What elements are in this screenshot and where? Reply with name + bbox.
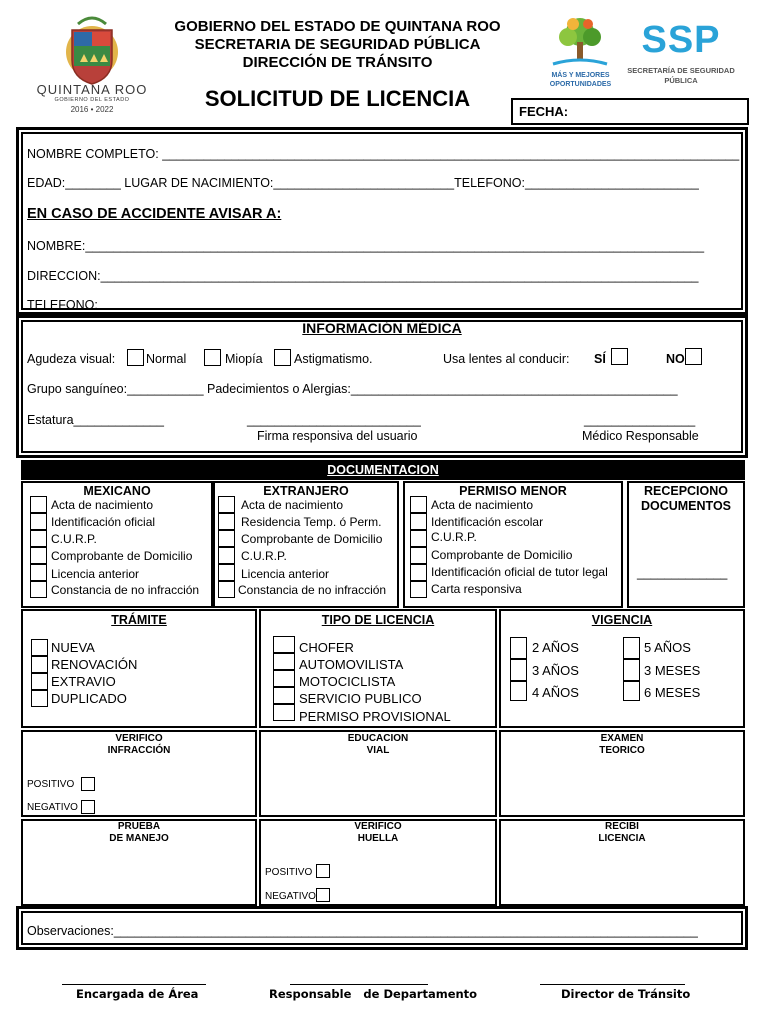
ext-item-6: Constancia de no infracción	[238, 583, 387, 597]
mx-item-3: C.U.R.P.	[51, 532, 97, 546]
tipo-checkbox-3[interactable]	[273, 670, 295, 687]
ssp-line-1: SECRETARÍA DE SEGURIDAD	[627, 66, 735, 75]
tipo-checkbox-2[interactable]	[273, 653, 295, 670]
tipo-item-3: MOTOCICLISTA	[299, 674, 396, 689]
contacto-nombre-field[interactable]: NOMBRE:_________________________________________________________________________________________	[27, 239, 705, 253]
vig-checkbox-4a[interactable]	[510, 681, 527, 701]
mx-checkbox-5[interactable]	[30, 564, 47, 581]
tipo-licencia-title: TIPO DE LICENCIA	[321, 613, 435, 627]
menor-checkbox-1[interactable]	[410, 496, 427, 513]
vig-checkbox-2a[interactable]	[510, 637, 527, 659]
mexicano-title: MEXICANO	[83, 484, 151, 498]
mx-checkbox-2[interactable]	[30, 513, 47, 530]
mx-item-1: Acta de nacimiento	[51, 498, 154, 512]
mx-checkbox-3[interactable]	[30, 530, 47, 547]
ssp-line-2: PÚBLICA	[664, 76, 698, 85]
permiso-menor-title: PERMISO MENOR	[459, 484, 567, 498]
ext-item-1: Acta de nacimiento	[241, 498, 344, 512]
quintana-roo-sub: GOBIERNO DEL ESTADO	[54, 97, 130, 103]
infraccion-title-1: VERIFICO	[115, 733, 163, 744]
mx-checkbox-4[interactable]	[30, 547, 47, 564]
huella-positivo-label: POSITIVO	[265, 867, 313, 878]
ext-checkbox-4[interactable]	[218, 547, 235, 564]
ext-item-5: Licencia anterior	[241, 567, 330, 581]
recepcion-title-2: DOCUMENTOS	[640, 499, 732, 513]
huella-title-2: HUELLA	[357, 833, 399, 844]
fecha-label: FECHA:	[519, 104, 569, 119]
vigencia-title: VIGENCIA	[591, 613, 653, 627]
menor-item-5: Identificación oficial de tutor legal	[431, 565, 608, 579]
mas-oportunidades-logo	[543, 12, 618, 94]
si-label: SÍ	[594, 352, 606, 366]
vig-item-3m: 3 MESES	[644, 663, 701, 678]
mx-item-4: Comprobante de Domicilio	[51, 549, 193, 563]
mas-line-1: MÁS Y MEJORES	[551, 72, 610, 79]
prueba-title-2: DE MANEJO	[109, 833, 169, 844]
recibi-licencia-cell	[499, 819, 745, 906]
huella-title-1: VERIFICO	[354, 821, 402, 832]
quintana-roo-name: QUINTANA ROO	[36, 82, 148, 97]
tipo-item-2: AUTOMOVILISTA	[299, 657, 404, 672]
vig-checkbox-5a[interactable]	[623, 637, 640, 659]
normal-label: Normal	[146, 352, 187, 366]
tipo-checkbox-5[interactable]	[273, 704, 295, 721]
prueba-title-1: PRUEBA	[117, 821, 161, 832]
recepcion-line: _____________	[637, 566, 728, 580]
miopia-checkbox[interactable]	[204, 349, 221, 366]
tramite-checkbox-1[interactable]	[31, 639, 48, 656]
menor-item-6: Carta responsiva	[431, 582, 522, 596]
educacion-title-2: VIAL	[366, 745, 390, 756]
lentes-no-checkbox[interactable]	[685, 348, 702, 365]
estatura-field[interactable]: Estatura_____________	[27, 413, 164, 427]
tramite-checkbox-3[interactable]	[31, 673, 48, 690]
no-label: NO	[666, 352, 685, 366]
infraccion-positivo-checkbox[interactable]	[81, 777, 95, 791]
infraccion-negativo-checkbox[interactable]	[81, 800, 95, 814]
menor-item-3: C.U.R.P.	[431, 530, 477, 544]
grupo-padecimientos-field[interactable]: Grupo sanguíneo:___________ Padecimientos o Alergias:_______________________________________________	[27, 382, 678, 396]
edad-lugar-telefono-field[interactable]: EDAD:________ LUGAR DE NACIMIENTO:__________________________TELEFONO:_________________________	[27, 176, 699, 190]
infraccion-negativo-label: NEGATIVO	[27, 802, 78, 813]
tramite-checkbox-2[interactable]	[31, 656, 48, 673]
tramite-item-4: DUPLICADO	[51, 691, 127, 706]
nombre-completo-field[interactable]: NOMBRE COMPLETO: ___________________________________________________________________________________	[27, 147, 740, 161]
firma-usuario-label: Firma responsiva del usuario	[257, 429, 418, 443]
mas-line-2: OPORTUNIDADES	[549, 81, 612, 88]
ext-checkbox-2[interactable]	[218, 513, 235, 530]
firma-usuario-line: _________________________	[247, 413, 421, 427]
ext-item-3: Comprobante de Domicilio	[241, 532, 383, 546]
examen-teorico-cell	[499, 730, 745, 817]
vig-item-4a: 4 AÑOS	[532, 685, 579, 700]
ext-checkbox-3[interactable]	[218, 530, 235, 547]
firma-area-label: Encargada de Área	[76, 987, 199, 1001]
extranjero-title: EXTRANJERO	[263, 484, 349, 498]
recibi-title-1: RECIBI	[605, 821, 639, 832]
tramite-item-3: EXTRAVIO	[51, 674, 116, 689]
miopia-label: Miopía	[225, 352, 263, 366]
medical-title: INFORMACIÓN MÉDICA	[302, 320, 462, 336]
direccion-field[interactable]: DIRECCION:______________________________________________________________________________________	[27, 269, 699, 283]
firma-director-line	[540, 984, 685, 985]
vig-checkbox-3a[interactable]	[510, 659, 527, 681]
examen-title-1: EXAMEN	[600, 733, 644, 744]
vig-checkbox-6m[interactable]	[623, 681, 640, 701]
agudeza-label: Agudeza visual:	[27, 352, 116, 366]
vig-item-6m: 6 MESES	[644, 685, 701, 700]
tipo-item-5: PERMISO PROVISIONAL	[299, 709, 451, 724]
tipo-item-1: CHOFER	[299, 640, 354, 655]
tipo-checkbox-4[interactable]	[273, 687, 295, 704]
ext-checkbox-5[interactable]	[218, 564, 235, 581]
tramite-title: TRÁMITE	[111, 613, 167, 627]
astigmatismo-checkbox[interactable]	[274, 349, 291, 366]
mx-checkbox-6[interactable]	[30, 581, 47, 598]
recepcion-title-1: RECEPCIONO	[643, 484, 729, 498]
vig-item-2a: 2 AÑOS	[532, 640, 579, 655]
infraccion-title-2: INFRACCIÓN	[107, 745, 171, 756]
telefono-field[interactable]: TELEFONO:	[27, 298, 98, 312]
quintana-roo-shield-icon	[30, 12, 154, 92]
mx-item-6: Constancia de no infracción	[51, 583, 200, 597]
ext-item-4: C.U.R.P.	[241, 549, 287, 563]
vig-checkbox-3m[interactable]	[623, 659, 640, 681]
ext-checkbox-1[interactable]	[218, 496, 235, 513]
lentes-si-checkbox[interactable]	[611, 348, 628, 365]
fecha-field[interactable]	[511, 98, 749, 125]
menor-checkbox-2[interactable]	[410, 513, 427, 530]
normal-checkbox[interactable]	[127, 349, 144, 366]
menor-item-1: Acta de nacimiento	[431, 498, 534, 512]
recepcion-cell	[627, 481, 745, 608]
quintana-roo-years: 2016 • 2022	[70, 105, 114, 114]
menor-checkbox-4[interactable]	[410, 547, 427, 564]
documentacion-heading: DOCUMENTACION	[21, 460, 745, 480]
ext-checkbox-6[interactable]	[218, 581, 235, 598]
tree-icon	[543, 12, 618, 72]
ssp-logo	[626, 18, 736, 94]
header-line-1: GOBIERNO DEL ESTADO DE QUINTANA ROO	[174, 18, 501, 35]
lentes-label: Usa lentes al conducir:	[443, 352, 570, 366]
menor-item-2: Identificación escolar	[431, 515, 544, 529]
vig-item-3a: 3 AÑOS	[532, 663, 579, 678]
mx-item-5: Licencia anterior	[51, 567, 140, 581]
firma-director-label: Director de Tránsito	[561, 987, 691, 1001]
huella-negativo-checkbox[interactable]	[316, 888, 330, 902]
menor-checkbox-3[interactable]	[410, 530, 427, 547]
menor-item-4: Comprobante de Domicilio	[431, 548, 573, 562]
ext-item-2: Residencia Temp. ó Perm.	[241, 515, 382, 529]
header-line-3: DIRECCIÓN DE TRÁNSITO	[242, 54, 433, 71]
medico-line: ________________	[584, 413, 696, 427]
tipo-checkbox-1[interactable]	[273, 636, 295, 653]
prueba-manejo-cell	[21, 819, 257, 906]
educacion-vial-cell	[259, 730, 497, 817]
firma-departamento-line	[290, 984, 428, 985]
observaciones-field[interactable]: Observaciones:____________________________________________________________________________________	[27, 924, 698, 938]
tramite-item-2: RENOVACIÓN	[51, 657, 138, 672]
educacion-title-1: EDUCACION	[347, 733, 409, 744]
tramite-checkbox-4[interactable]	[31, 690, 48, 707]
medico-label: Médico Responsable	[582, 429, 699, 443]
firma-area-line	[62, 984, 206, 985]
vig-item-5a: 5 AÑOS	[644, 640, 691, 655]
tipo-item-4: SERVICIO PUBLICO	[299, 691, 422, 706]
astigmatismo-label: Astigmatismo.	[294, 352, 373, 366]
menor-checkbox-6[interactable]	[410, 581, 427, 598]
huella-negativo-label: NEGATIVO	[265, 891, 316, 902]
firma-departamento-label: Responsable de Departamento	[269, 987, 478, 1001]
header-line-2: SECRETARIA DE SEGURIDAD PÚBLICA	[194, 36, 481, 53]
recibi-title-2: LICENCIA	[598, 833, 646, 844]
accidente-heading: EN CASO DE ACCIDENTE AVISAR A:	[27, 206, 282, 222]
quintana-roo-logo	[30, 12, 154, 116]
ssp-abbr: SSP	[641, 19, 721, 61]
mx-checkbox-1[interactable]	[30, 496, 47, 513]
menor-checkbox-5[interactable]	[410, 564, 427, 581]
tramite-item-1: NUEVA	[51, 640, 95, 655]
huella-positivo-checkbox[interactable]	[316, 864, 330, 878]
examen-title-2: TEORICO	[599, 745, 645, 756]
infraccion-positivo-label: POSITIVO	[27, 779, 75, 790]
mx-item-2: Identificación oficial	[51, 515, 156, 529]
page-title: SOLICITUD DE LICENCIA	[204, 86, 471, 111]
